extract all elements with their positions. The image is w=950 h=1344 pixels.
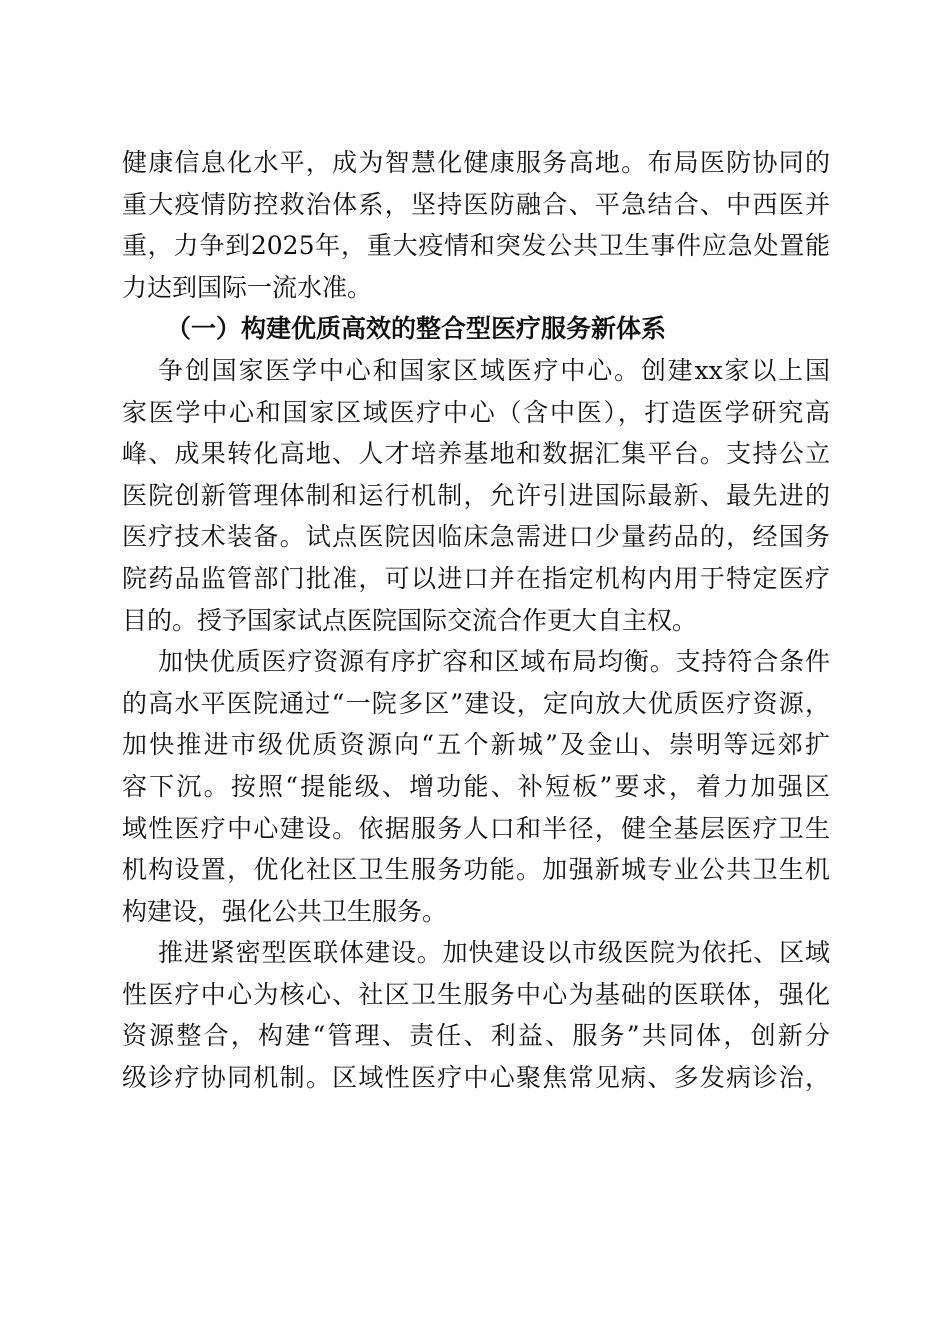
body-line: 域性医疗中心建设。依据服务人口和半径，健全基层医疗卫生 xyxy=(122,813,830,843)
paragraph-first-line: 争创国家医学中心和国家区域医疗中心。创建xx家以上国 xyxy=(158,355,830,385)
paragraph-first-line: 推进紧密型医联体建设。加快建设以市级医院为依托、区域 xyxy=(158,938,830,968)
body-line: 重，力争到2025年，重大疫情和突发公共卫生事件应急处置能 xyxy=(122,231,830,261)
body-line: 医院创新管理体制和运行机制，允许引进国际最新、最先进的 xyxy=(122,480,830,510)
body-line: 力达到国际一流水准。 xyxy=(122,272,373,302)
body-line: 构建设，强化公共卫生服务。 xyxy=(122,896,448,926)
body-line: 重大疫情防控救治体系，坚持医防融合、平急结合、中西医并 xyxy=(122,189,830,219)
document-body xyxy=(122,142,830,1099)
paragraph-first-line: 加快优质医疗资源有序扩容和区域布局均衡。支持符合条件 xyxy=(158,647,830,677)
body-line: 容下沉。按照“提能级、增功能、补短板”要求，着力加强区 xyxy=(122,771,830,801)
body-line: 资源整合，构建“管理、责任、利益、服务”共同体，创新分 xyxy=(122,1021,830,1051)
body-line: 院药品监管部门批准，可以进口并在指定机构内用于特定医疗 xyxy=(122,563,830,593)
body-line: 峰、成果转化高地、人才培养基地和数据汇集平台。支持公立 xyxy=(122,439,830,469)
body-line: 健康信息化水平，成为智慧化健康服务高地。布局医防协同的 xyxy=(122,148,830,177)
body-line: 性医疗中心为核心、社区卫生服务中心为基础的医联体，强化 xyxy=(122,979,830,1009)
body-line: 的高水平医院通过“一院多区”建设，定向放大优质医疗资源， xyxy=(122,688,830,718)
body-line: 级诊疗协同机制。区域性医疗中心聚焦常见病、多发病诊治， xyxy=(122,1063,830,1093)
body-line: 医疗技术装备。试点医院因临床急需进口少量药品的，经国务 xyxy=(122,522,830,552)
body-line: 家医学中心和国家区域医疗中心（含中医），打造医学研究高 xyxy=(122,397,830,427)
body-line: 目的。授予国家试点医院国际交流合作更大自主权。 xyxy=(122,605,698,635)
body-line: 加快推进市级优质资源向“五个新城”及金山、崇明等远郊扩 xyxy=(122,730,830,760)
body-line: 机构设置，优化社区卫生服务功能。加强新城专业公共卫生机 xyxy=(122,855,830,885)
section-heading: （一）构建优质高效的整合型医疗服务新体系 xyxy=(166,314,667,344)
